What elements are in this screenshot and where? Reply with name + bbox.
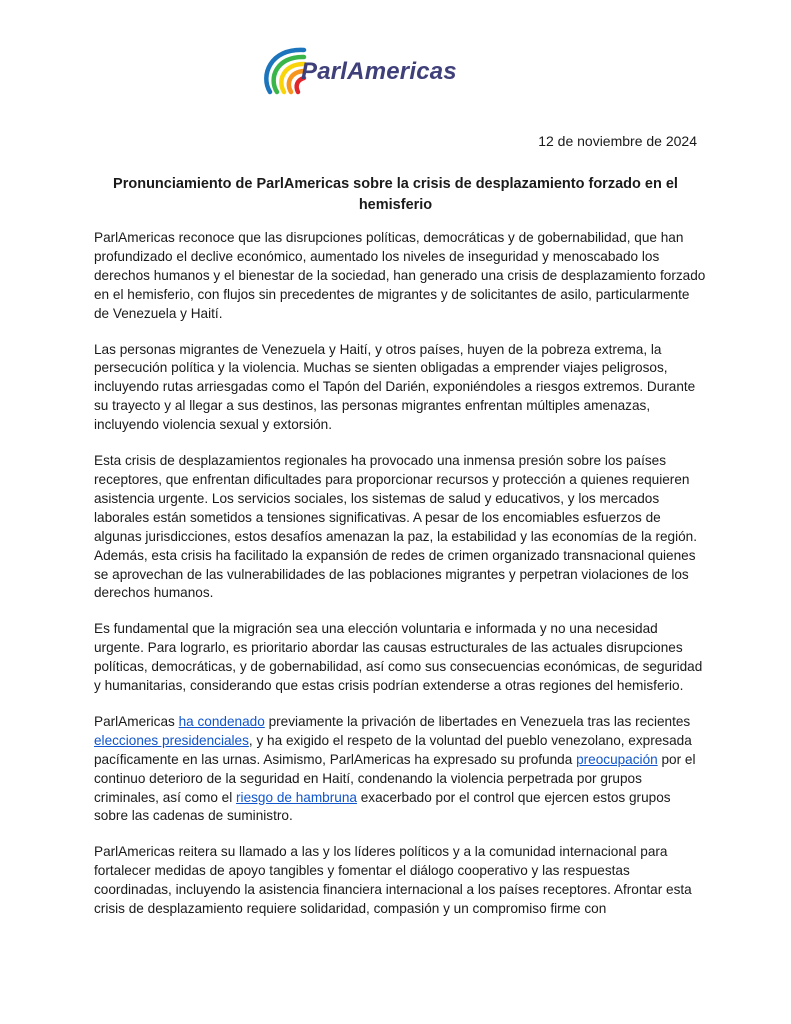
link-preocupacion[interactable]: preocupación bbox=[576, 751, 658, 767]
paragraph-1: ParlAmericas reconoce que las disrupciones políticas, democráticas y de gobernabilidad, que han profundizado el declive económico, aumentado los niveles de inseguridad y menoscabado los derechos humanos y el bienestar de la sociedad, han generado una crisis de desplazamiento forzado en el hemisferio, con flujos sin precedentes de migrantes y de solicitantes de asilo, particularmente de Venezuela y Haití. bbox=[94, 230, 706, 321]
paragraph-3: Esta crisis de desplazamientos regionales ha provocado una inmensa presión sobre los países receptores, que enfrentan dificultades para proporcionar recursos y protección a quienes requieren asistencia urgente. Los servicios sociales, los sistemas de salud y educativos, y los mercados laborales están sometidos a tensiones significativas. A pesar de los encomiables esfuerzos de algunas jurisdicciones, estos desafíos amenazan la paz, la estabilidad y las economías de la región. Además, esta crisis ha facilitado la expansión de redes de crimen organizado transnacional quienes se aprovechan de las vulnerabilidades de las poblaciones migrantes y perpetran violaciones de los derechos humanos. bbox=[94, 453, 698, 601]
paragraph-6: ParlAmericas reitera su llamado a las y los líderes políticos y a la comunidad internacional para fortalecer medidas de apoyo tangibles y fomentar el diálogo cooperativo y las respuestas coordinadas, incluyendo la asistencia financiera internacional a los países receptores. Afrontar esta crisis de desplazamiento requiere solidaridad, compasión y un compromiso firme con bbox=[94, 844, 692, 917]
link-elecciones-presidenciales[interactable]: elecciones presidenciales bbox=[94, 732, 249, 748]
paragraph-5-text: ParlAmericas bbox=[94, 713, 179, 729]
paragraph-5 bbox=[94, 713, 706, 826]
document-date: 12 de noviembre de 2024 bbox=[538, 133, 697, 149]
link-riesgo-de-hambruna[interactable]: riesgo de hambruna bbox=[236, 789, 357, 805]
document-title: Pronunciamiento de ParlAmericas sobre la crisis de desplazamiento forzado en el hemisferio bbox=[113, 176, 678, 213]
paragraph-5-text: , y ha exigido el respeto de la voluntad del pueblo venezolano, expresada pacíficamente en las urnas. Asimismo, ParlAmericas ha expresado su profunda bbox=[94, 732, 692, 767]
link-ha-condenado[interactable]: ha condenado bbox=[178, 713, 265, 729]
document-body bbox=[94, 229, 706, 936]
logo-text: ParlAmericas bbox=[301, 58, 457, 85]
paragraph-4: Es fundamental que la migración sea una elección voluntaria e informada y no una necesidad urgente. Para lograrlo, es prioritario abordar las causas estructurales de las actuales disrupciones políticas, democráticas, y de gobernabilidad, así como sus consecuencias económicas, de seguridad y humanitarias, considerando que estas crisis podrían extenderse a otras regiones del hemisferio. bbox=[94, 621, 703, 694]
parlamericas-logo bbox=[258, 40, 488, 102]
paragraph-2: Las personas migrantes de Venezuela y Haití, y otros países, huyen de la pobreza extrema, la persecución política y la violencia. Muchas se sienten obligadas a emprender viajes peligrosos, incluyendo rutas arriesgadas como el Tapón del Darién, exponiéndoles a riesgos extremos. Durante su trayecto y al llegar a sus destinos, las personas migrantes enfrentan múltiples amenazas, incluyendo violencia sexual y extorsión. bbox=[94, 341, 696, 433]
paragraph-5-text: previamente la privación de libertades en Venezuela tras las recientes bbox=[264, 713, 691, 729]
paragraph-5-text: exacerbado por el control que ejercen estos grupos sobre las cadenas de suministro. bbox=[94, 789, 671, 824]
paragraph-5-text: por el continuo deterioro de la seguridad en Haití, condenando la violencia perpetrada por grupos criminales, así como el bbox=[94, 751, 696, 805]
